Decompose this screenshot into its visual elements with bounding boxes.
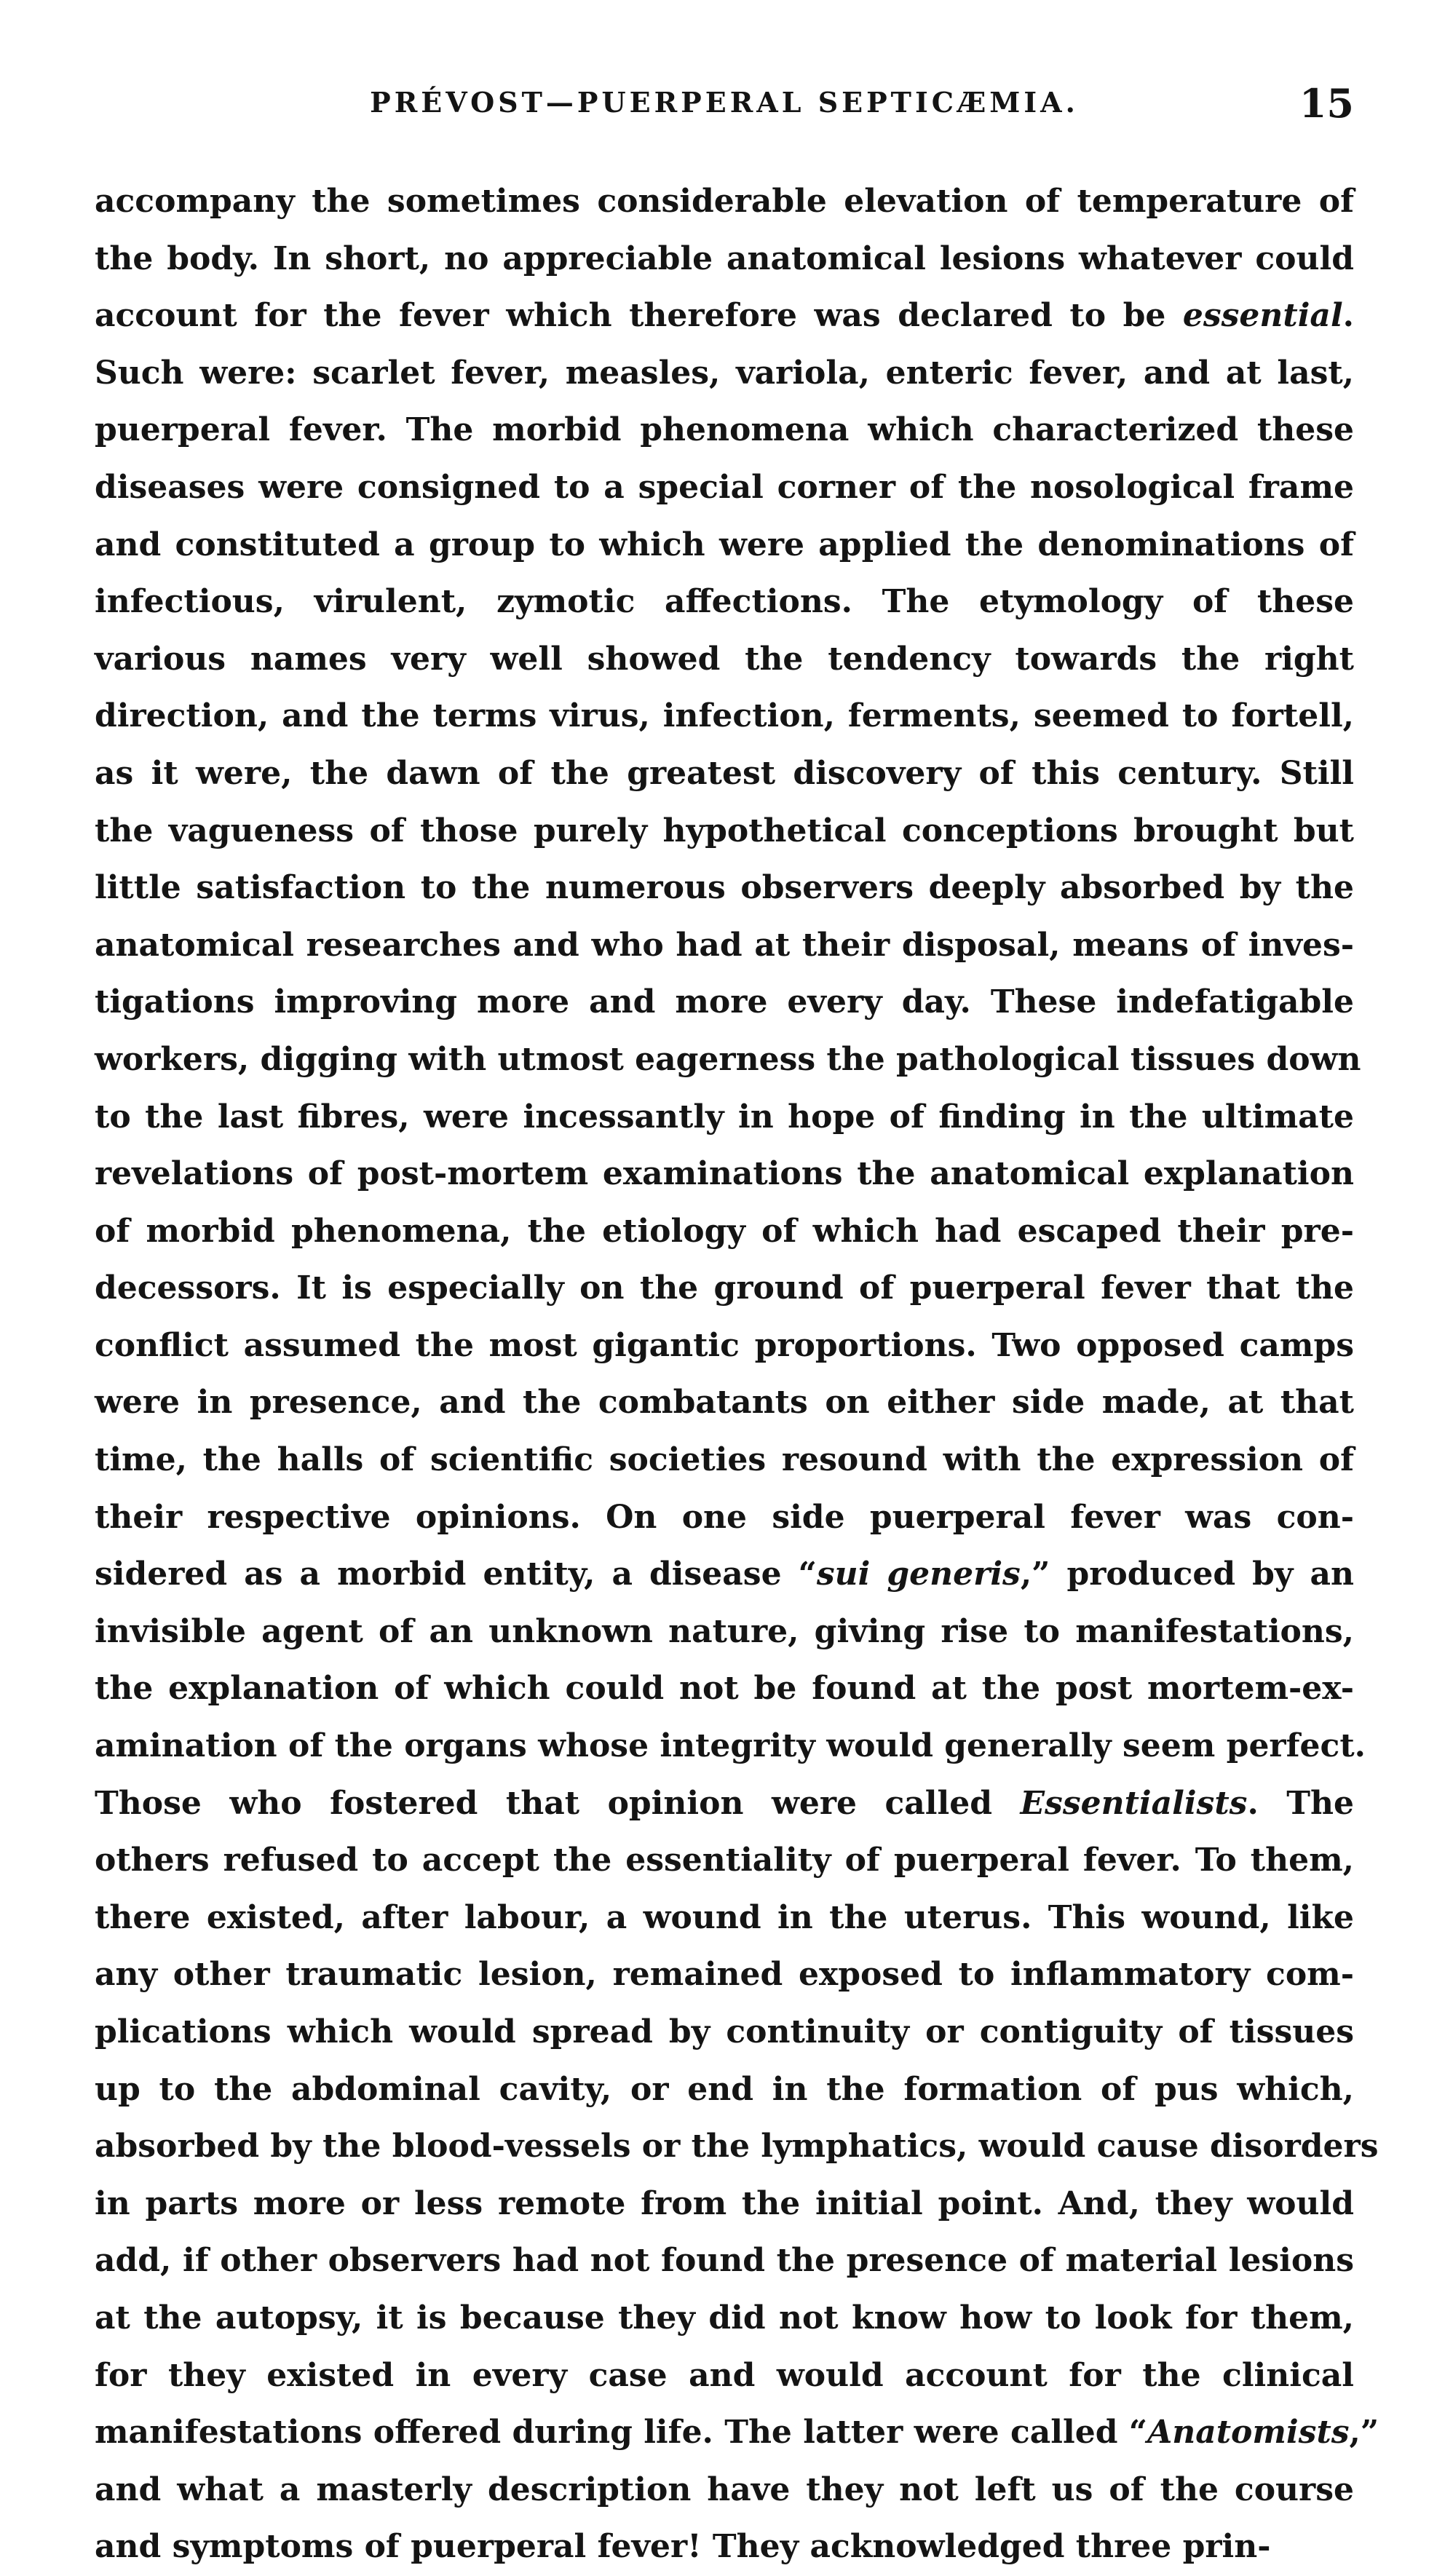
text-line xyxy=(95,917,1354,975)
line-text: amination of the organs whose integrity would generally seem perfect. xyxy=(95,1727,1366,1765)
text-line xyxy=(95,288,1354,345)
line-text: time, the halls of scientific societies resound with the expression of xyxy=(95,1441,1354,1479)
text-line xyxy=(95,402,1354,459)
line-text: plications which would spread by continuity or contiguity of tissues xyxy=(95,2013,1354,2050)
line-text: little satisfaction to the numerous observers deeply absorbed by the xyxy=(95,869,1354,907)
line-text: and symptoms of puerperal fever! They acknowledged three prin- xyxy=(95,2528,1271,2566)
text-line xyxy=(95,1489,1354,1547)
line-text: up to the abdominal cavity, or end in the formation of pus which, xyxy=(95,2070,1354,2108)
line-text: . xyxy=(1342,297,1354,335)
text-line xyxy=(95,2118,1379,2176)
line-text: at the autopsy, it is because they did not know how to look for them, xyxy=(95,2299,1354,2337)
page-number: 15 xyxy=(1299,80,1354,127)
text-line xyxy=(95,860,1354,917)
line-text: the explanation of which could not be found at the post mortem-ex- xyxy=(95,1670,1354,1708)
line-text: the body. In short, no appreciable anatomical lesions whatever could xyxy=(95,239,1354,277)
line-text: anatomical researches and who had at their disposal, means of inves- xyxy=(95,926,1354,964)
line-text: absorbed by the blood-vessels or the lymphatics, would cause disorders xyxy=(95,2128,1379,2165)
text-line xyxy=(95,517,1354,574)
text-line xyxy=(95,745,1354,803)
text-line xyxy=(95,2518,1354,2576)
text-line xyxy=(95,803,1354,860)
text-line xyxy=(95,173,1354,231)
text-line xyxy=(95,1432,1354,1489)
line-text: puerperal fever. The morbid phenomena which characterized these xyxy=(95,411,1354,449)
text-line xyxy=(95,1832,1354,1890)
text-line xyxy=(95,1317,1354,1375)
text-line xyxy=(95,1604,1354,1661)
line-text: tigations improving more and more every day. These indefatigable xyxy=(95,983,1354,1021)
line-text: there existed, after labour, a wound in the uterus. This wound, like xyxy=(95,1898,1354,1936)
text-line xyxy=(95,1031,1361,1089)
line-text: ,” xyxy=(1349,2414,1379,2452)
text-line xyxy=(95,1718,1366,1775)
line-text: others refused to accept the essentiality of puerperal fever. To them, xyxy=(95,1842,1354,1879)
line-text: the vagueness of those purely hypothetical conceptions brought but xyxy=(95,812,1354,849)
line-text: and constituted a group to which were applied the denominations of xyxy=(95,526,1354,563)
text-line xyxy=(95,231,1354,288)
italic-term: essential xyxy=(1182,297,1343,335)
text-line xyxy=(95,574,1354,631)
line-text: decessors. It is especially on the ground of puerperal fever that the xyxy=(95,1269,1354,1307)
line-text: direction, and the terms virus, infection, ferments, seemed to fortell, xyxy=(95,697,1354,735)
text-line xyxy=(95,345,1354,403)
text-line xyxy=(95,2004,1354,2061)
line-text: were in presence, and the combatants on either side made, at that xyxy=(95,1384,1354,1422)
text-line xyxy=(95,2176,1354,2233)
line-text: workers, digging with utmost eagerness the pathological tissues down xyxy=(95,1040,1361,1078)
line-text: any other traumatic lesion, remained exposed to inflammatory com- xyxy=(95,1956,1354,1994)
line-text: account for the fever which therefore was declared to be xyxy=(95,297,1183,335)
line-text: manifestations offered during life. The latter were called “ xyxy=(95,2414,1148,2452)
line-text: infectious, virulent, zymotic affections. The etymology of these xyxy=(95,583,1354,621)
line-text: ,” produced by an xyxy=(1020,1555,1354,1593)
line-text: add, if other observers had not found the presence of material lesions xyxy=(95,2242,1354,2280)
text-line xyxy=(95,2347,1354,2405)
line-text: Such were: scarlet fever, measles, variola, enteric fever, and at last, xyxy=(95,354,1354,392)
text-line xyxy=(95,1546,1354,1604)
line-text: conflict assumed the most gigantic proportions. Two opposed camps xyxy=(95,1326,1354,1364)
text-line xyxy=(95,1660,1354,1718)
text-line xyxy=(95,1089,1354,1146)
italic-term: Essentialists xyxy=(1020,1784,1248,1822)
line-text: sidered as a morbid entity, a disease “ xyxy=(95,1555,817,1593)
line-text: diseases were consigned to a special corner of the nosological frame xyxy=(95,468,1354,506)
running-head: PRÉVOST—PUERPERAL SEPTICÆMIA. xyxy=(370,86,1079,119)
line-text: accompany the sometimes considerable elevation of temperature of xyxy=(95,183,1354,220)
text-line xyxy=(95,2462,1354,2519)
line-text: and what a masterly description have they not left us of the course xyxy=(95,2470,1354,2508)
text-line xyxy=(95,1374,1354,1432)
line-text: invisible agent of an unknown nature, giving rise to manifestations, xyxy=(95,1612,1354,1650)
line-text: . The xyxy=(1247,1784,1354,1822)
text-line xyxy=(95,2290,1354,2347)
line-text: as it were, the dawn of the greatest discovery of this century. Still xyxy=(95,754,1354,792)
text-line xyxy=(95,1203,1354,1261)
italic-term: sui generis xyxy=(816,1555,1021,1593)
text-line xyxy=(95,2232,1354,2290)
page-header xyxy=(95,80,1354,137)
text-line xyxy=(95,1775,1354,1833)
line-text: in parts more or less remote from the initial point. And, they would xyxy=(95,2184,1354,2222)
line-text: various names very well showed the tendency towards the right xyxy=(95,640,1354,678)
text-line xyxy=(95,688,1354,745)
text-line xyxy=(95,2404,1379,2462)
text-line xyxy=(95,974,1354,1031)
body-text xyxy=(95,173,1379,2576)
italic-term: Anatomists xyxy=(1147,2414,1350,2452)
text-line xyxy=(95,631,1354,689)
text-line xyxy=(95,1890,1354,1947)
text-line xyxy=(95,1946,1354,2004)
text-line xyxy=(95,2061,1354,2119)
line-text: their respective opinions. On one side puerperal fever was con- xyxy=(95,1498,1354,1536)
line-text: Those who fostered that opinion were called xyxy=(95,1784,1021,1822)
text-line xyxy=(95,459,1354,517)
line-text: to the last fibres, were incessantly in hope of finding in the ultimate xyxy=(95,1098,1354,1136)
text-line xyxy=(95,1260,1354,1317)
text-line xyxy=(95,1146,1354,1203)
line-text: revelations of post-mortem examinations the anatomical explanation xyxy=(95,1155,1354,1193)
line-text: of morbid phenomena, the etiology of which had escaped their pre- xyxy=(95,1212,1354,1250)
line-text: for they existed in every case and would account for the clinical xyxy=(95,2356,1354,2394)
